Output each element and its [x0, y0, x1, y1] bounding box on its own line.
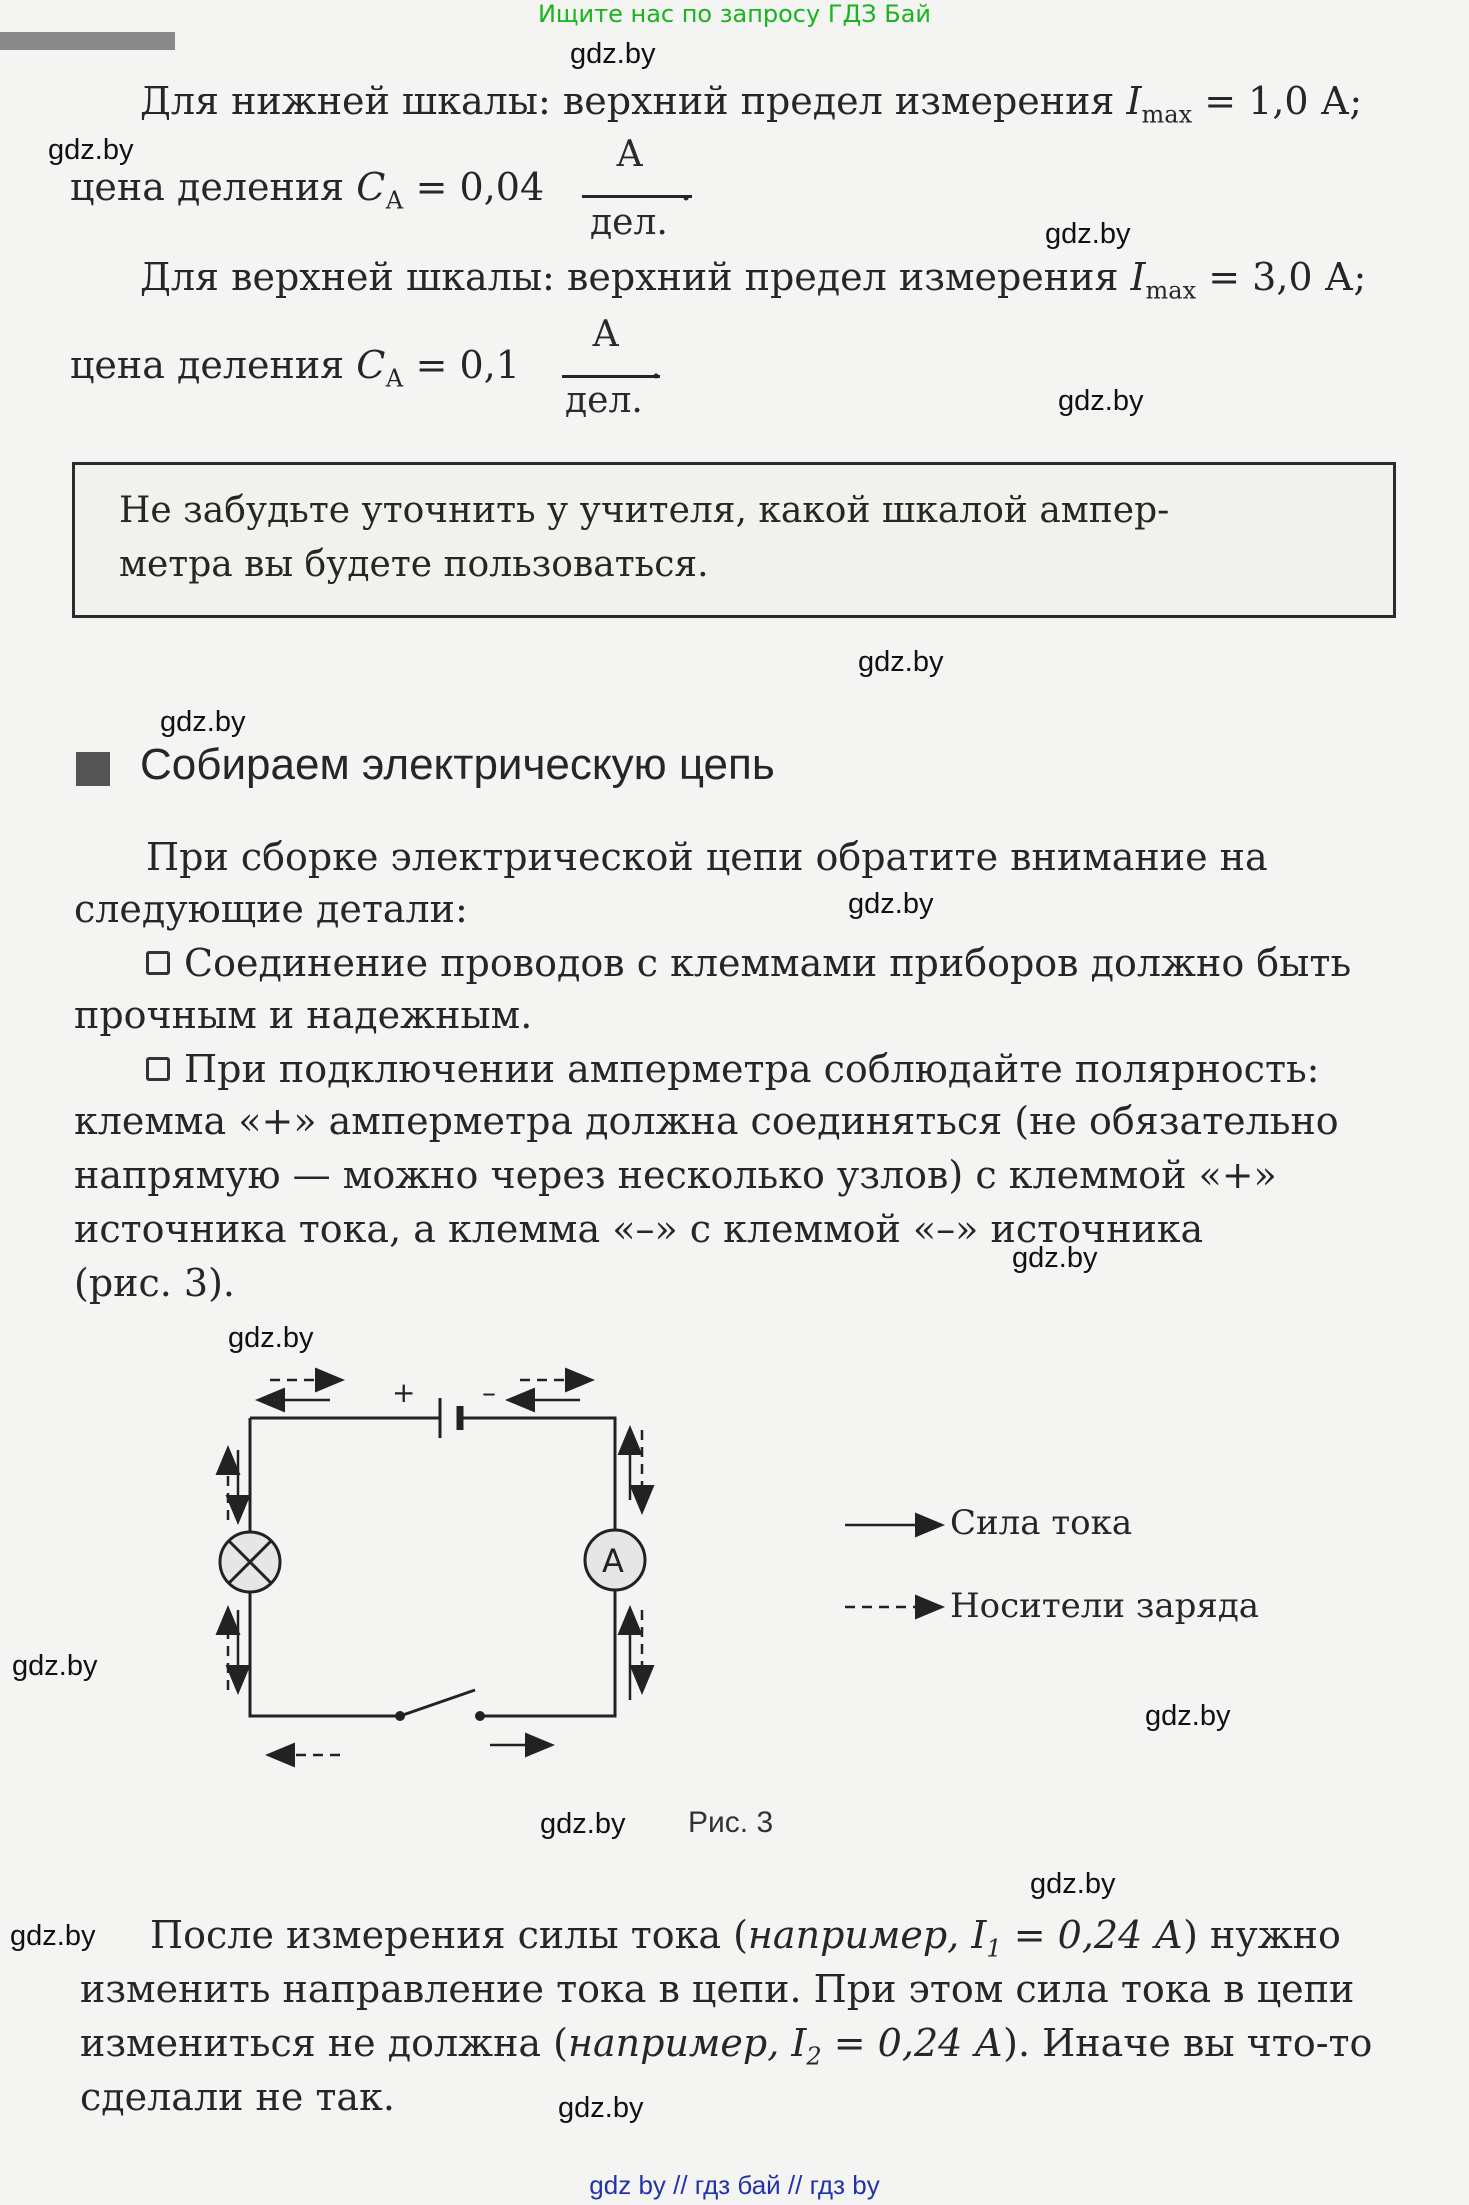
final-line1: После измерения силы тока (например, $I_1 = 0,24$ А) нужно: [150, 1913, 1341, 1963]
paragraph-line: прочным и надежным.: [74, 993, 533, 1037]
paragraph-line: следующие детали:: [74, 887, 468, 931]
current-arrows: [238, 1400, 630, 1745]
watermark: gdz.by: [160, 706, 246, 738]
header-search-text[interactable]: Ищите нас по запросу ГДЗ Бай: [537, 0, 932, 28]
paragraph-line: напрямую — можно через несколько узлов) с клеммой «+»: [74, 1153, 1277, 1197]
carrier-arrows: [228, 1380, 642, 1755]
final-line3: измениться не должна (например, $I_2 = 0,24$ А). Иначе вы что-то: [80, 2021, 1373, 2071]
watermark: gdz.by: [1145, 1700, 1231, 1732]
footer-links[interactable]: gdz by // гдз бай // гдз by: [589, 2170, 880, 2200]
upper-frac-bar: [562, 375, 660, 378]
lower-end: .: [680, 165, 693, 209]
watermark: gdz.by: [12, 1650, 98, 1682]
upper-scale-line1: Для верхней шкалы: верхний предел измерения $I_{max} = 3,0$ А;: [140, 255, 1367, 305]
paragraph-line: (рис. 3).: [74, 1261, 235, 1305]
battery-plus-sign: +: [392, 1376, 416, 1409]
note-line2: метра вы будете пользоваться.: [119, 544, 709, 585]
section-square-icon: [76, 752, 110, 786]
watermark: gdz.by: [1030, 1868, 1116, 1900]
switch-icon: [400, 1690, 475, 1716]
ammeter-label: A: [602, 1542, 624, 1580]
lower-scale-line1: Для нижней шкалы: верхний предел измерения $I_{max} = 1,0$ А;: [140, 79, 1363, 129]
watermark: gdz.by: [10, 1920, 96, 1952]
watermark: gdz.by: [1045, 218, 1131, 250]
lower-frac-denominator: дел.: [590, 202, 668, 243]
upper-end: .: [650, 343, 663, 387]
watermark: gdz.by: [1012, 1242, 1098, 1274]
note-line1: Не забудьте уточнить у учителя, какой шкалой ампер-: [119, 490, 1170, 531]
upper-frac-denominator: дел.: [565, 380, 643, 421]
watermark: gdz.by: [558, 2092, 644, 2124]
section-title: Собираем электрическую цепь: [140, 740, 775, 789]
checkbox-icon: [146, 1057, 170, 1081]
battery-minus-sign: –: [482, 1376, 496, 1409]
bullet-item-1: Соединение проводов с клеммами приборов должно быть: [146, 938, 1351, 988]
top-decor-bar: [0, 32, 175, 50]
watermark: gdz.by: [48, 134, 134, 166]
paragraph-line: клемма «+» амперметра должна соединяться (не обязательно: [74, 1099, 1339, 1143]
watermark: gdz.by: [858, 646, 944, 678]
figure-caption: Рис. 3: [688, 1806, 774, 1839]
watermark: gdz.by: [540, 1808, 626, 1840]
paragraph-line: источника тока, а клемма «–» с клеммой «–» источника: [74, 1207, 1204, 1251]
legend-carriers-label: Носители заряда: [950, 1586, 1260, 1626]
legend-current-label: Сила тока: [950, 1503, 1133, 1543]
upper-scale-line2: цена деления $C_А = 0,1$: [70, 343, 520, 393]
circuit-wires: [250, 1418, 615, 1716]
final-line2: изменить направление тока в цепи. При этом сила тока в цепи: [80, 1967, 1355, 2011]
lower-frac-bar: [582, 195, 692, 198]
upper-frac-numerator: А: [592, 314, 620, 355]
teacher-note-box: [72, 462, 1396, 618]
lower-frac-numerator: А: [616, 134, 644, 175]
watermark: gdz.by: [570, 38, 656, 70]
paragraph-line: При сборке электрической цепи обратите внимание на: [146, 835, 1268, 879]
lower-scale-line2: цена деления $C_А = 0,04$: [70, 165, 545, 215]
watermark: gdz.by: [1058, 385, 1144, 417]
final-line4: сделали не так.: [80, 2075, 395, 2119]
checkbox-icon: [146, 951, 170, 975]
watermark: gdz.by: [228, 1322, 314, 1354]
circuit-diagram: [150, 1350, 970, 1780]
watermark: gdz.by: [848, 888, 934, 920]
bullet-item-2: При подключении амперметра соблюдайте полярность:: [146, 1044, 1319, 1094]
